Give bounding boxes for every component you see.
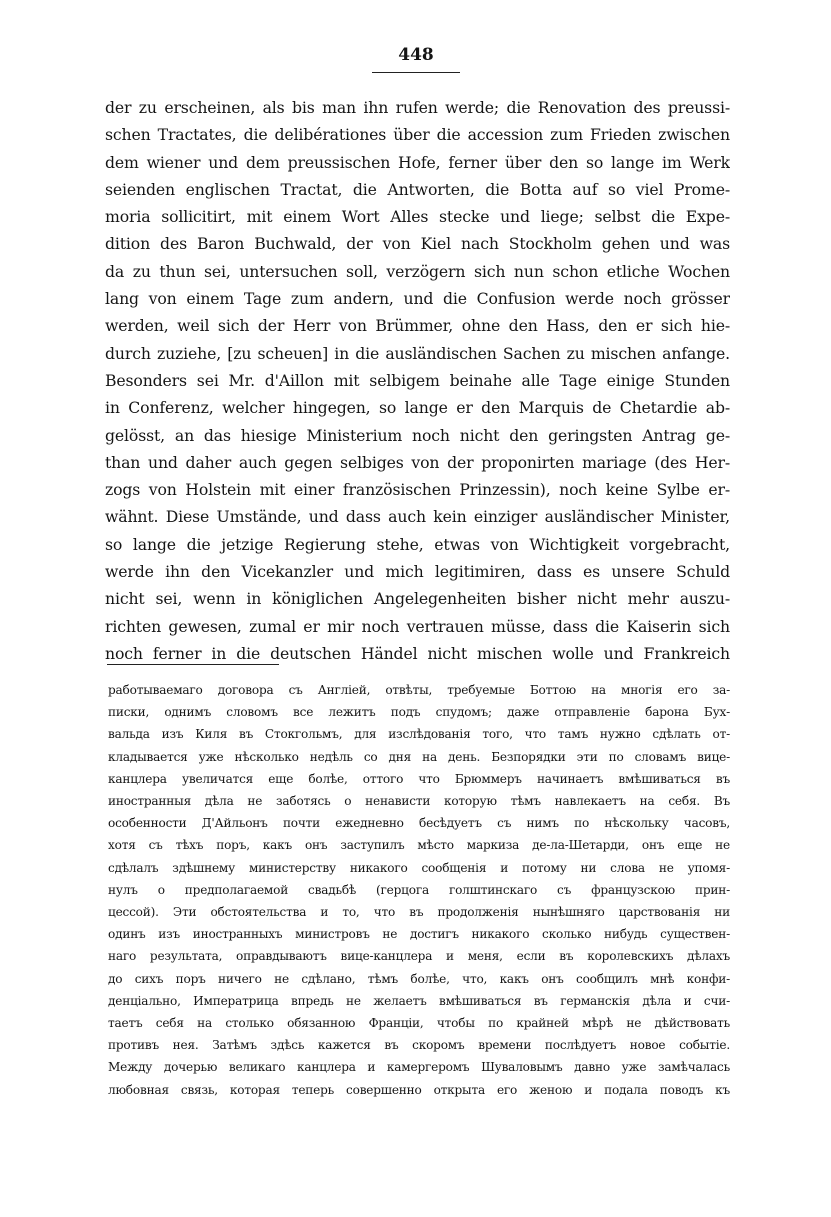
footnote-line: канцлера увеличатся еще болѣе, оттого что Брюммеръ начинаетъ вмѣшиваться въ xyxy=(108,771,730,786)
main-text-line: wähnt. Diese Umstände, und dass auch kein einziger ausländischer Minister, xyxy=(105,507,730,527)
main-text-line: moria sollicitirt, mit einem Wort Alles stecke und liege; selbst die Expe- xyxy=(105,207,730,227)
footnote-line: хотя съ тѣхъ поръ, какъ онъ заступилъ мѣсто маркиза де-ла-Шетарди, онъ еще не xyxy=(108,838,730,853)
footnote-line: иностранныя дѣла не заботясь о ненависти которую тѣмъ навлекаетъ на себя. Въ xyxy=(108,794,730,809)
page-number: 448 xyxy=(398,45,434,65)
main-text-line: zogs von Holstein mit einer französischen Prinzessin), noch keine Sylbe er- xyxy=(105,480,730,500)
footnote-line: писки, однимъ словомъ все лежитъ подъ спудомъ; даже отправленіе барона Бух- xyxy=(108,705,730,720)
main-text-line: so lange die jetzige Regierung stehe, etwas von Wichtigkeit vorgebracht, xyxy=(105,534,730,554)
main-text-line: werde ihn den Vicekanzler und mich legitimiren, dass es unsere Schuld xyxy=(105,562,730,582)
main-text-line: lang von einem Tage zum andern, und die Confusion werde noch grösser xyxy=(105,289,730,309)
main-text-line: dem wiener und dem preussischen Hofe, ferner über den so lange im Werk xyxy=(105,152,730,172)
main-text xyxy=(105,94,730,667)
main-text-line: durch zuziehe, [zu scheuen] in die ausländischen Sachen zu mischen anfange. xyxy=(105,343,730,363)
footnote-line: кладывается уже нѣсколько недѣль со дня на день. Безпорядки эти по словамъ вице- xyxy=(108,749,730,764)
footnote-rule xyxy=(107,664,279,665)
footnote-line: сдѣлалъ здѣшнему министерству никакого сообщенія и потому ни слова не упомя- xyxy=(108,860,730,875)
main-text-line: nicht sei, wenn in königlichen Angelegenheiten bisher nicht mehr auszu- xyxy=(105,589,730,609)
main-text-line: werden, weil sich der Herr von Brümmer, ohne den Hass, den er sich hie- xyxy=(105,316,730,336)
footnote-line: таетъ себя на столько обязанною Франціи, чтобы по крайней мѣрѣ не дѣйствовать xyxy=(108,1016,730,1031)
main-text-line: der zu erscheinen, als bis man ihn rufen werde; die Renovation des preussi- xyxy=(105,98,730,117)
footnote-line: противъ нея. Затѣмъ здѣсь кажется въ скоромъ времени послѣдуетъ новое событіе. xyxy=(108,1038,730,1053)
footnote-line: цессой). Эти обстоятельства и то, что въ продолженія нынѣшняго царствованія ни xyxy=(108,905,730,920)
footnote-text xyxy=(108,679,730,1101)
footnote-line: денціально, Императрица впредь не желаетъ вмѣшиваться въ германскія дѣла и счи- xyxy=(108,993,730,1008)
main-text-line: richten gewesen, zumal er mir noch vertrauen müsse, dass die Kaiserin sich xyxy=(105,616,730,636)
footnote-line: Между дочерью великаго канцлера и камергеромъ Шуваловымъ давно уже замѣчалась xyxy=(108,1060,730,1075)
footnote-line: работываемаго договора съ Англіей, отвѣты, требуемые Боттою на многія его за- xyxy=(108,683,730,697)
main-text-line: da zu thun sei, untersuchen soll, verzögern sich nun schon etliche Wochen xyxy=(105,261,730,281)
header-rule xyxy=(372,72,460,73)
footnote-line: до сихъ поръ ничего не сдѣлано, тѣмъ болѣе, что, какъ онъ сообщилъ мнѣ конфи- xyxy=(108,971,730,986)
main-text-line: Besonders sei Mr. d'Aillon mit selbigem beinahe alle Tage einige Stunden xyxy=(105,370,730,390)
footnote-line: наго результата, оправдываютъ вице-канцлера и меня, если въ королевскихъ дѣлахъ xyxy=(108,949,730,964)
footnote-line: вальда изъ Киля въ Стокгольмъ, для изслѣдованія того, что тамъ нужно сдѣлать от- xyxy=(108,727,730,742)
footnote-line: особенности Д'Айльонъ почти ежедневно бесѣдуетъ съ нимъ по нѣскольку часовъ, xyxy=(108,816,730,831)
main-text-line: dition des Baron Buchwald, der von Kiel nach Stockholm gehen und was xyxy=(105,234,730,254)
footnote-line: нулъ о предполагаемой свадьбѣ (герцога голштинскаго съ французскою прин- xyxy=(108,882,730,897)
main-text-line: gelösst, an das hiesige Ministerium noch nicht den geringsten Antrag ge- xyxy=(105,425,730,445)
footnote-line: любовная связь, которая теперь совершенно открыта его женою и подала поводъ къ xyxy=(108,1082,730,1097)
main-text-line: in Conferenz, welcher hingegen, so lange er den Marquis de Chetardie ab- xyxy=(105,398,730,418)
main-text-line: noch ferner in die deutschen Händel nicht mischen wolle und Frankreich xyxy=(105,643,730,663)
main-text-line: schen Tractates, die delibérationes über die accession zum Frieden zwischen xyxy=(105,125,730,145)
main-text-line: than und daher auch gegen selbiges von der proponirten mariage (des Her- xyxy=(105,452,730,472)
main-text-line: seienden englischen Tractat, die Antworten, die Botta auf so viel Prome- xyxy=(105,179,730,199)
footnote-line: одинъ изъ иностранныхъ министровъ не достигъ никакого сколько нибудь существен- xyxy=(108,927,730,942)
